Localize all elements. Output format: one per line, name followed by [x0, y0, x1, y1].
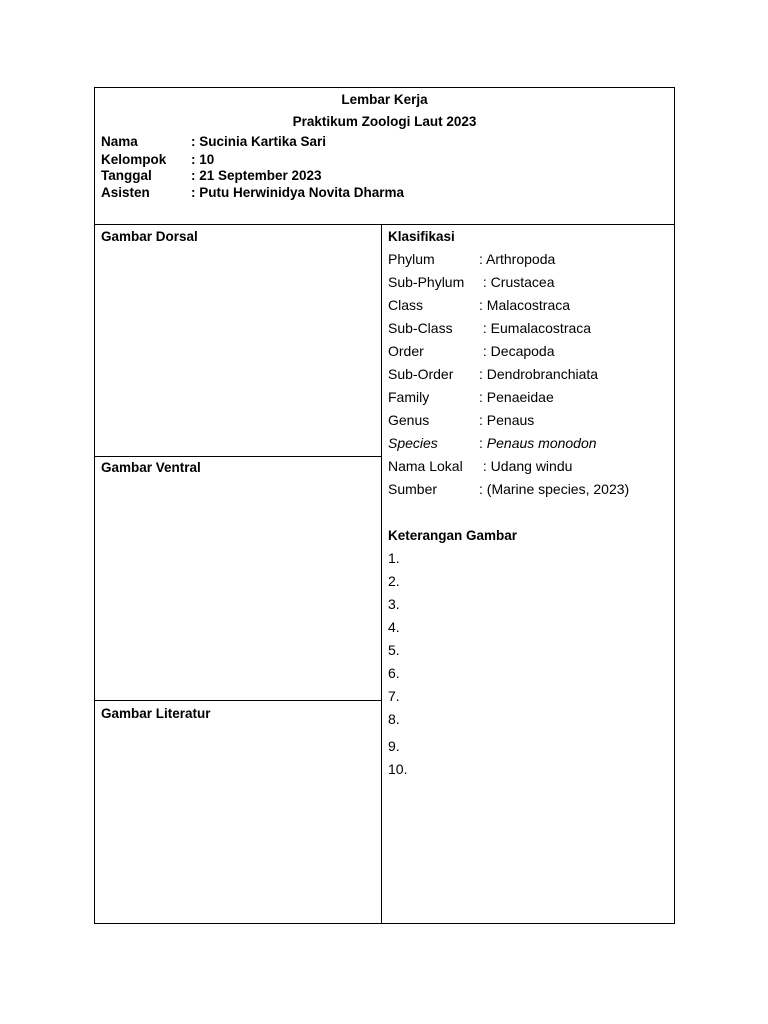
- panel-literatur: [95, 700, 381, 923]
- panel-dorsal: [95, 224, 381, 457]
- klasifikasi-title: Klasifikasi: [388, 229, 455, 244]
- klas-value: : (Marine species, 2023): [479, 481, 630, 497]
- keterangan-item: 4.: [388, 619, 400, 635]
- klas-key: Order: [388, 343, 424, 359]
- klas-row-sub-class: [388, 320, 591, 336]
- panel-dorsal-title: Gambar Dorsal: [101, 229, 198, 244]
- klas-row-class: [388, 297, 570, 313]
- klas-row-genus: [388, 412, 534, 428]
- panel-ventral-title: Gambar Ventral: [101, 460, 201, 475]
- klas-key: Species: [388, 435, 438, 451]
- klas-value: : Eumalacostraca: [479, 320, 592, 336]
- klas-key: Sub-Phylum: [388, 274, 465, 290]
- klas-row-sub-phylum: [388, 274, 554, 290]
- info-label: Nama: [101, 134, 138, 149]
- klas-key: Genus: [388, 412, 430, 428]
- classification-column: [388, 224, 670, 923]
- klas-row-sumber: [388, 481, 629, 497]
- keterangan-item: 2.: [388, 573, 400, 589]
- klas-key: Phylum: [388, 251, 435, 267]
- keterangan-item: 9.: [388, 738, 400, 754]
- info-label: Tanggal: [101, 168, 152, 183]
- keterangan-item: 1.: [388, 550, 400, 566]
- info-value: : Putu Herwinidya Novita Dharma: [191, 185, 405, 200]
- klas-row-family: [388, 389, 554, 405]
- klas-value: : Udang windu: [479, 458, 573, 474]
- info-row-kelompok: [101, 152, 214, 167]
- klas-value: : Dendrobranchiata: [479, 366, 599, 382]
- klas-value: : Decapoda: [479, 343, 555, 359]
- species-name: Penaus monodon: [486, 435, 597, 451]
- info-value: : Sucinia Kartika Sari: [191, 134, 327, 149]
- info-label: Asisten: [101, 185, 150, 200]
- keterangan-item: 6.: [388, 665, 400, 681]
- keterangan-item: 3.: [388, 596, 400, 612]
- keterangan-item: 10.: [388, 761, 408, 777]
- klas-key: Sumber: [388, 481, 438, 497]
- worksheet-header: [95, 88, 674, 225]
- klas-row-species: [388, 435, 597, 451]
- klas-row-nama-lokal: [388, 458, 572, 474]
- klas-value: : Penaus: [479, 412, 535, 428]
- klas-value: : Crustacea: [479, 274, 555, 290]
- info-value: : 21 September 2023: [191, 168, 322, 183]
- klas-row-sub-order: [388, 366, 598, 382]
- info-label: Kelompok: [101, 152, 167, 167]
- keterangan-item: 7.: [388, 688, 400, 704]
- keterangan-title: Keterangan Gambar: [388, 528, 518, 543]
- info-row-tanggal: [101, 168, 322, 183]
- panel-literatur-title: Gambar Literatur: [101, 706, 211, 721]
- worksheet-frame: [94, 87, 675, 924]
- worksheet-title: Lembar Kerja: [341, 92, 428, 107]
- keterangan-item: 8.: [388, 711, 400, 727]
- klas-value: : Penaeidae: [479, 389, 554, 405]
- klas-value: :: [479, 435, 487, 451]
- klas-key: Nama Lokal: [388, 458, 463, 474]
- klas-key: Sub-Order: [388, 366, 454, 382]
- klas-value: : Arthropoda: [479, 251, 556, 267]
- klas-key: Class: [388, 297, 424, 313]
- keterangan-item: 5.: [388, 642, 400, 658]
- drawing-column: [95, 224, 382, 923]
- panel-ventral: [95, 456, 381, 701]
- info-value: : 10: [191, 152, 215, 167]
- worksheet-subtitle: Praktikum Zoologi Laut 2023: [292, 114, 477, 129]
- info-row-nama: [101, 134, 326, 149]
- klas-row-order: [388, 343, 555, 359]
- klas-row-phylum: [388, 251, 555, 267]
- info-row-asisten: [101, 185, 404, 200]
- klas-value: : Malacostraca: [479, 297, 571, 313]
- klas-key: Sub-Class: [388, 320, 453, 336]
- klas-key: Family: [388, 389, 430, 405]
